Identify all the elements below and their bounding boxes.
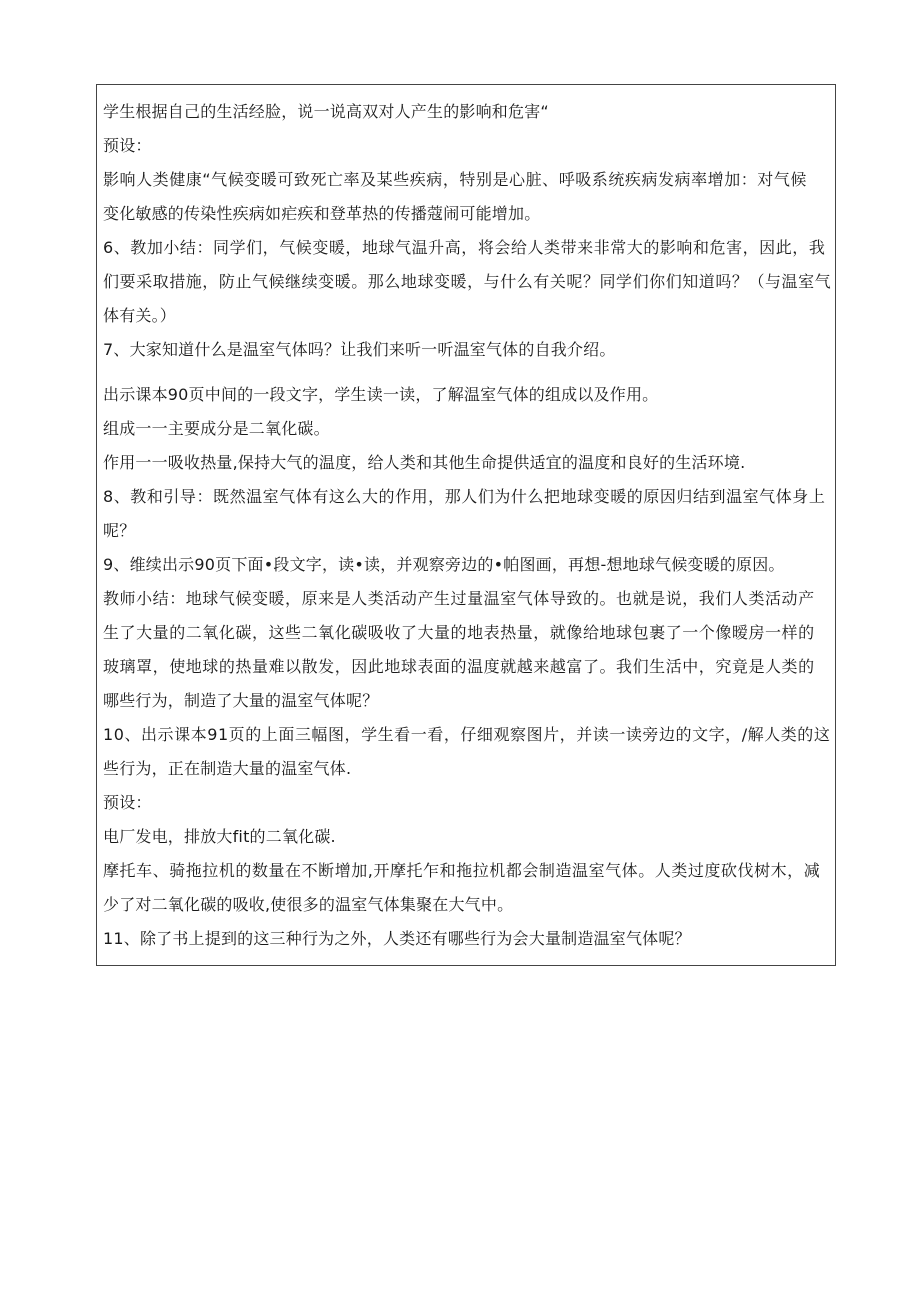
lesson-text — [103, 95, 833, 956]
paragraph-line: 教师小结：地球气候变暖，原来是人类活动产生过量温室气体导致的。也就是说，我们人类活动产 — [103, 589, 815, 608]
paragraph-line: 预设： — [103, 793, 152, 812]
paragraph-line: 出示课本90页中间的一段文字，学生读一读，了解温室气体的组成以及作用。 — [103, 385, 659, 404]
paragraph-line: 体有关。） — [103, 306, 177, 325]
paragraph-line: 影响人类健康“气候变暖可致死亡率及某些疾病，特别是心脏、呼吸系统疾病发病率增加：对气候 — [103, 170, 807, 189]
paragraph-line: 预设： — [103, 136, 152, 155]
paragraph-line: 生了大量的二氧化碳，这些二氧化碳吸收了大量的地表热量，就像给地球包裹了一个像暧房一样的 — [103, 623, 815, 642]
paragraph-line: 少了对二氧化碳的吸收,使很多的温室气体集聚在大气中。 — [103, 895, 514, 914]
paragraph-line: 变化敏感的传染性疾病如疟疾和登革热的传播蔻闹可能增加。 — [103, 204, 541, 223]
paragraph-line: 玻璃罩，使地球的热量难以散发，因此地球表面的温度就越来越富了。我们生活中，究竟是人类的 — [103, 657, 815, 676]
paragraph-line: 11、除了书上提到的这三种行为之外，人类还有哪些行为会大量制造温室气体呢？ — [103, 929, 691, 948]
paragraph-line: 作用一一吸收热量,保持大气的温度，给人类和其他生命提供适宜的温度和良好的生活环境. — [103, 453, 746, 472]
paragraph-line: 哪些行为，制造了大量的温室气体呢？ — [103, 691, 379, 710]
paragraph-line: 摩托车、骑拖拉机的数量在不断增加,开摩托乍和拖拉机都会制造温室气体。人类过度砍伐树木，减 — [103, 861, 821, 880]
paragraph-line: 些行为，正在制造大量的温室气体. — [103, 759, 352, 778]
paragraph-line: 9、维续出示90页下面•段文字，读•读，并观察旁边的•帕图画，再想-想地球气候变暖的原因。 — [103, 555, 785, 574]
paragraph-line: 电厂发电，排放大fit的二氧化碳. — [103, 827, 336, 846]
paragraph-line: 呢？ — [103, 521, 136, 540]
paragraph-line: 学生根据自己的生活经脸，说一说高双对人产生的影响和危害“ — [103, 102, 549, 121]
paragraph-line: 组成一一主要成分是二氧化碳。 — [103, 419, 330, 438]
paragraph-line: 8、教和引导：既然温室气体有这么大的作用，那人们为什么把地球变暖的原因归结到温室气体身上 — [103, 487, 826, 506]
paragraph-line: 们要采取措施，防止气候继续变暖。那么地球变暖，与什么有关呢？同学们你们知道吗？（与温室气 — [103, 272, 832, 291]
paragraph-line: 6、教加小结：同学们，气候变暖，地球气温升高，将会给人类带来非常大的影响和危害，因此，我 — [103, 238, 826, 257]
paragraph-gap — [103, 367, 833, 378]
paragraph-line: 7、大家知道什么是温室气体吗？让我们来听一听温室气体的自我介绍。 — [103, 340, 616, 359]
paragraph-line: 10、出示课本91页的上面三幅图，学生看一看，仔细观察图片，并读一读旁边的文字，/解人类的这 — [103, 725, 831, 744]
